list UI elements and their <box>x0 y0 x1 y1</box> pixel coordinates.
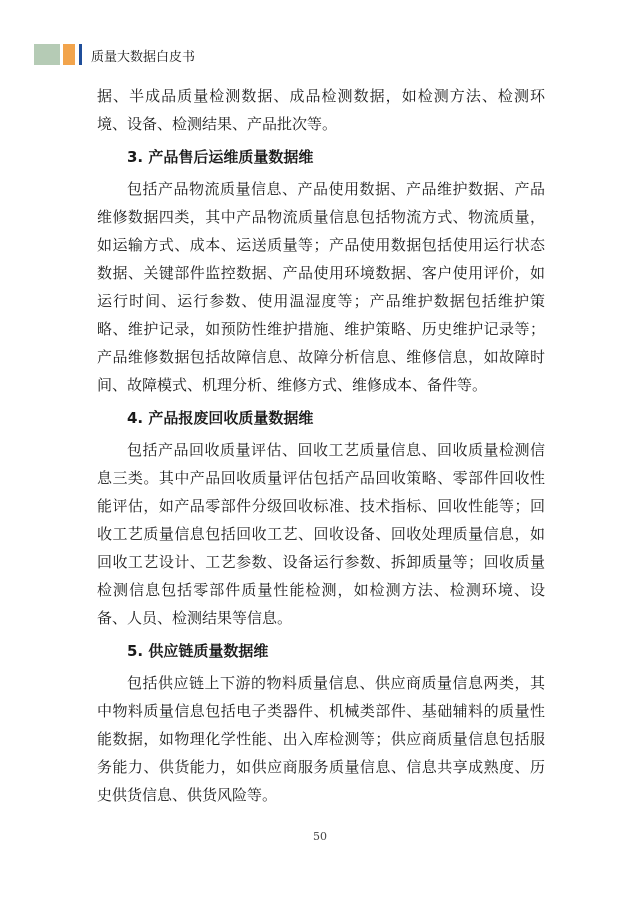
section-heading-4: 4. 产品报废回收质量数据维 <box>127 409 314 427</box>
section-paragraph-4: 包括产品回收质量评估、回收工艺质量信息、回收质量检测信息三类。其中产品回收质量评估包括产品回收策略、零部件回收性能评估，如产品零部件分级回收标准、技术指标、回收性能等；回收工艺质量信息包括回收工艺、回收设备、回收处理质量信息，如回收工艺设计、工艺参数、设备运行参数、拆卸质量等；回收质量检测信息包括零部件质量性能检测，如检测方法、检测环境、设备、人员、检测结果等信息。 <box>97 441 545 627</box>
page-header <box>0 44 640 68</box>
header-title: 质量大数据白皮书 <box>91 50 196 65</box>
section-paragraph-5: 包括供应链上下游的物料质量信息、供应商质量信息两类，其中物料质量信息包括电子类器件、机械类部件、基础辅料的质量性能数据，如物理化学性能、出入库检测等；供应商质量信息包括服务能力、供货能力，如供应商服务质量信息、信息共享成熟度、历史供货信息、供货风险等。 <box>97 674 545 804</box>
section-heading-3: 3. 产品售后运维质量数据维 <box>127 148 314 166</box>
header-orange-block <box>63 44 75 65</box>
header-green-block <box>34 44 60 65</box>
section-paragraph-3: 包括产品物流质量信息、产品使用数据、产品维护数据、产品维修数据四类，其中产品物流质量信息包括物流方式、物流质量，如运输方式、成本、运送质量等；产品使用数据包括使用运行状态数据、关键部件监控数据、产品使用环境数据、客户使用评价，如运行时间、运行参数、使用温湿度等；产品维护数据包括维护策略、维护记录，如预防性维护措施、维护策略、历史维护记录等；产品维修数据包括故障信息、故障分析信息、维修信息，如故障时间、故障模式、机理分析、维修方式、维修成本、备件等。 <box>97 180 545 394</box>
main-content <box>97 82 545 809</box>
intro-paragraph: 据、半成品质量检测数据、成品检测数据，如检测方法、检测环境、设备、检测结果、产品批次等。 <box>97 87 545 133</box>
page-number: 50 <box>313 830 327 843</box>
header-blue-bar <box>79 44 82 65</box>
section-heading-5: 5. 供应链质量数据维 <box>127 642 269 660</box>
